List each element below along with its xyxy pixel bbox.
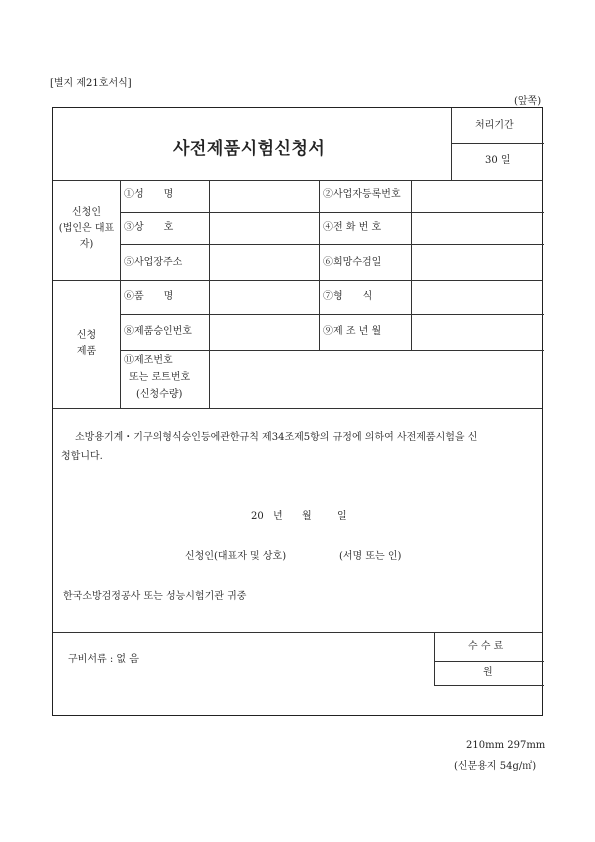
model-label: ⑦형 식 xyxy=(323,291,373,302)
business-registration-label: ②사업자등록번호 xyxy=(323,189,401,200)
request-quantity-label: (신청수량) xyxy=(136,389,183,400)
recipient-label: 한국소방검정공사 또는 성능시험기관 귀중 xyxy=(63,591,247,602)
product-name-label: ⑥품 명 xyxy=(124,291,174,302)
statement-text: 소방용기계・기구의형식승인등에관한규칙 제34조제5항의 규정에 의하여 사전제품시험을 신 xyxy=(75,432,478,443)
processing-period-label: 처리기간 xyxy=(475,120,514,131)
processing-period-value: 30 일 xyxy=(485,155,511,166)
serial-number-label: ⑪제조번호 xyxy=(124,355,173,366)
fee-label: 수 수 료 xyxy=(468,641,504,652)
business-address-label: ⑤사업장주소 xyxy=(124,257,183,268)
product-approval-number-label: ⑧제품승인번호 xyxy=(124,326,192,337)
date-day: 일 xyxy=(337,511,347,522)
applicant-section-label-3: 자) xyxy=(79,239,94,250)
paper-stock-label: (신문용지 54g/㎡) xyxy=(454,761,537,772)
form-number: [별지 제21호서식] xyxy=(50,78,132,89)
manufacture-date-label: ⑨제 조 년 월 xyxy=(323,326,382,337)
paper-size-label: 210mm 297mm xyxy=(466,740,546,751)
signature-label: (서명 또는 인) xyxy=(339,551,402,562)
applicant-section-label-2: (법인은 대표 xyxy=(58,223,115,234)
required-documents-label: 구비서류 : 없 음 xyxy=(68,654,139,665)
date-month: 월 xyxy=(302,511,312,522)
applicant-section-label: 신청인 xyxy=(72,207,101,218)
date-year-prefix: 20 xyxy=(251,511,264,522)
statement-text-2: 청합니다. xyxy=(61,451,103,462)
name-label: ①성 명 xyxy=(124,189,174,200)
trade-name-label: ③상 호 xyxy=(124,222,174,233)
lot-number-label: 또는 로트번호 xyxy=(129,372,191,383)
product-section-label-2: 제품 xyxy=(76,346,97,357)
form-title: 사전제품시험신청서 xyxy=(173,139,326,159)
fee-unit: 원 xyxy=(483,667,493,678)
phone-label: ④전 화 번 호 xyxy=(323,222,382,233)
signer-label: 신청인(대표자 및 상호) xyxy=(185,551,287,562)
application-form xyxy=(52,107,543,716)
page-side-label: (앞쪽) xyxy=(514,96,542,107)
desired-inspection-date-label: ⑥희망수검일 xyxy=(323,257,382,268)
product-section-label: 신청 xyxy=(76,330,97,341)
date-year-unit: 년 xyxy=(273,511,283,522)
